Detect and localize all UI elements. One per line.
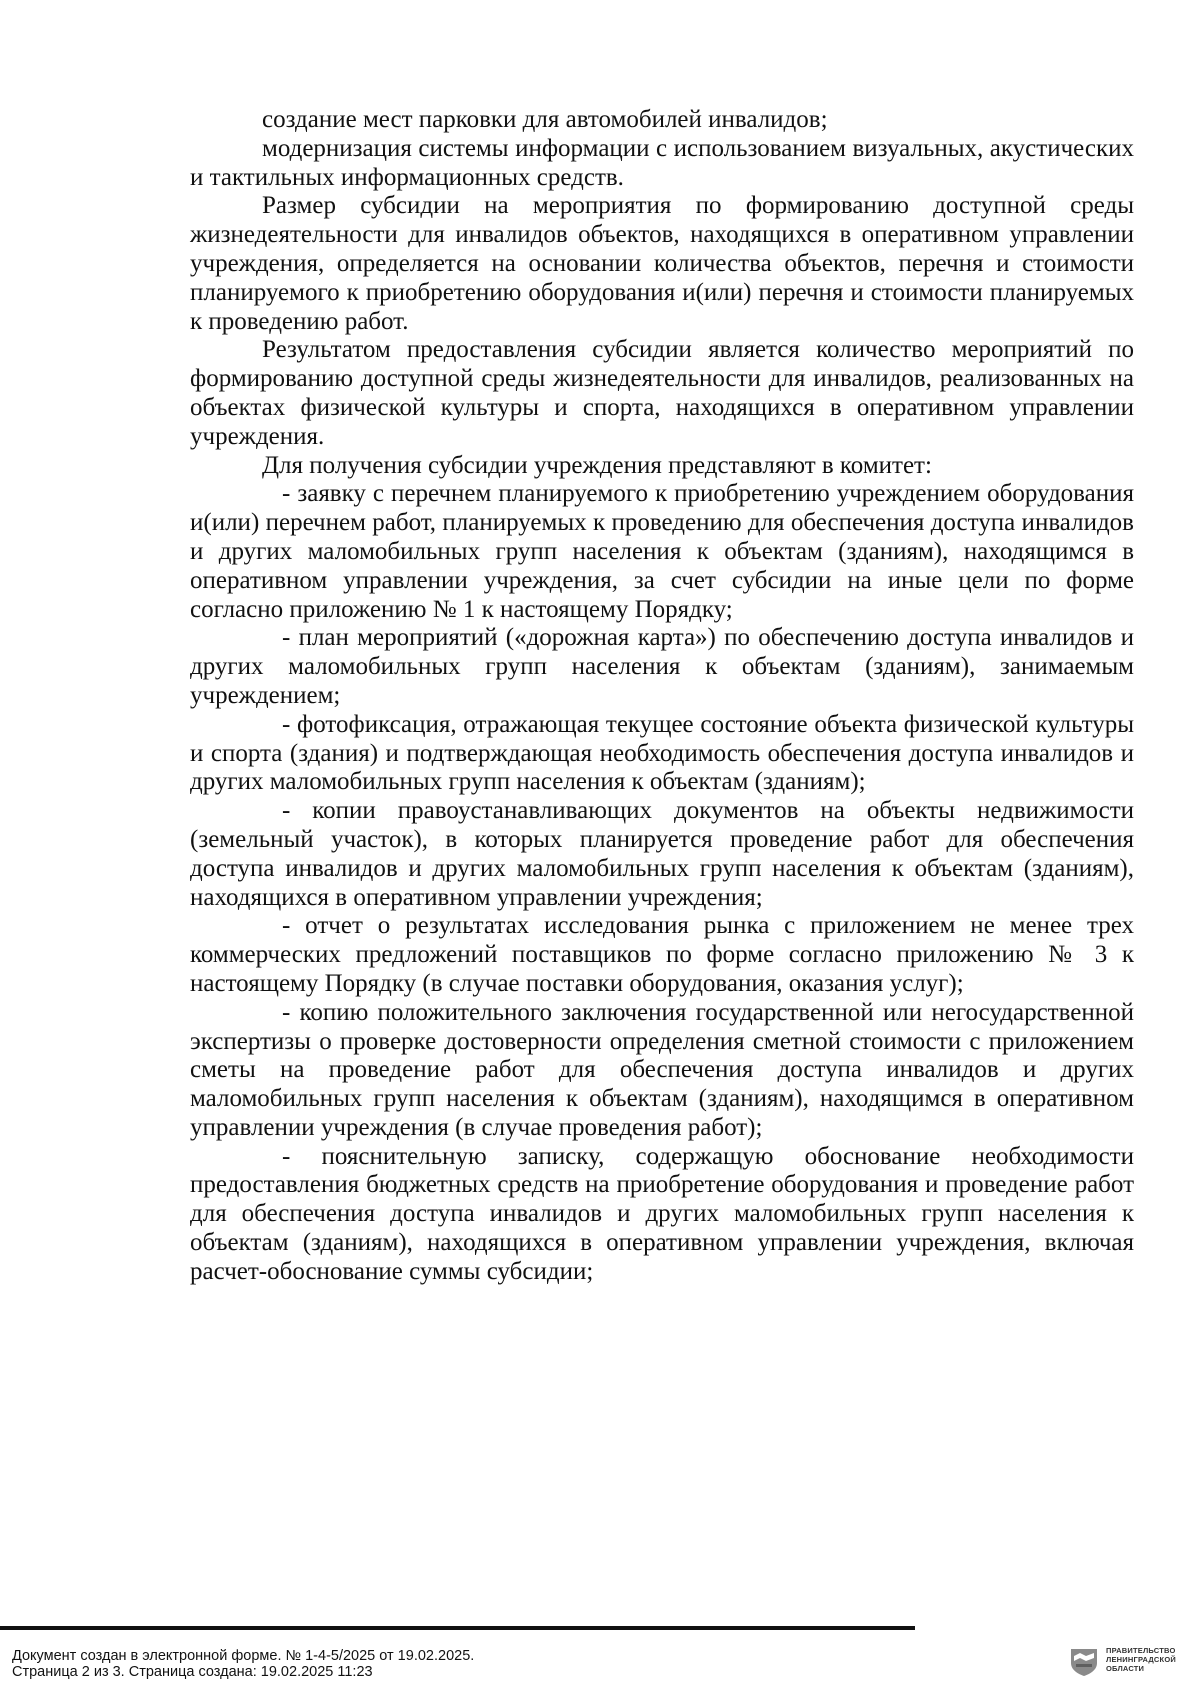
list-item-application: - заявку с перечнем планируемого к приобретению учреждением оборудования и(или) перечнем работ, планируемых к проведению для обеспечения доступа инвалидов и других маломобильных групп населения к объектам (зданиям), находящимся в оперативном управлении учреждения, за счет субсидии на иные цели по форме согласно приложению № 1 к настоящему Порядку; xyxy=(190,480,1134,623)
footer-line-document: Документ создан в электронной форме. № 1-4-5/2025 от 19.02.2025. xyxy=(12,1648,475,1664)
logo-line-2: ЛЕНИНГРАДСКОЙ xyxy=(1106,1655,1176,1664)
coat-of-arms-icon xyxy=(1068,1646,1100,1678)
footer-divider xyxy=(0,1626,915,1630)
footer-stamp xyxy=(12,1648,474,1680)
paragraph-documents-intro: Для получения субсидии учреждения представляют в комитет: xyxy=(262,451,932,479)
list-item-photo: - фотофиксация, отражающая текущее состояние объекта физической культуры и спорта (здания) и подтверждающая необходимость обеспечения доступа инвалидов и других маломобильных групп населения к объектам (зданиям); xyxy=(190,710,1134,796)
paragraph-subsidy-size: Размер субсидии на мероприятия по формированию доступной среды жизнедеятельности для инвалидов объектов, находящихся в оперативном управлении учреждения, определяется на основании количества объектов, перечня и стоимости планируемого к приобретению оборудования и(или) перечня и стоимости планируемых к проведению работ. xyxy=(190,192,1134,335)
list-item-market-report: - отчет о результатах исследования рынка с приложением не менее трех коммерческих предложений поставщиков по форме согласно приложению № 3 к настоящему Порядку (в случае поставки оборудования, оказания услуг); xyxy=(190,912,1134,997)
document-body xyxy=(190,106,1134,1287)
logo-line-3: ОБЛАСТИ xyxy=(1106,1664,1145,1673)
paragraph-information-system: модернизация системы информации с использованием визуальных, акустических и тактильных информационных средств. xyxy=(190,134,1134,191)
government-logo xyxy=(1068,1646,1192,1680)
paragraph-subsidy-result: Результатом предоставления субсидии является количество мероприятий по формированию доступной среды жизнедеятельности для инвалидов, реализованных на объектах физической культуры и спорта, находящихся в оперативном управлении учреждения. xyxy=(190,336,1134,450)
list-item-roadmap: - план мероприятий («дорожная карта») по обеспечению доступа инвалидов и других маломобильных групп населения к объектам (зданиям), занимаемым учреждением; xyxy=(190,624,1134,709)
list-item-expertise: - копию положительного заключения государственной или негосударственной экспертизы о проверке достоверности определения сметной стоимости с приложением сметы на проведение работ для обеспечения доступа инвалидов и других маломобильных групп населения к объектам (зданиям), находящимся в оперативном управлении учреждения (в случае проведения работ); xyxy=(190,998,1134,1141)
footer-line-page: Страница 2 из 3. Страница создана: 19.02.2025 11:23 xyxy=(12,1664,373,1680)
list-item-explanatory-note: - пояснительную записку, содержащую обоснование необходимости предоставления бюджетных средств на приобретение оборудования и проведение работ для обеспечения доступа инвалидов и других маломобильных групп населения к объектам (зданиям), находящихся в оперативном управлении учреждения, включая расчет-обоснование суммы субсидии; xyxy=(190,1142,1134,1285)
paragraph-parking: создание мест парковки для автомобилей инвалидов; xyxy=(262,106,828,133)
logo-line-1: ПРАВИТЕЛЬСТВО xyxy=(1106,1646,1176,1655)
list-item-title-documents: - копии правоустанавливающих документов на объекты недвижимости (земельный участок), в которых планируется проведение работ для обеспечения доступа инвалидов и других маломобильных групп населения к объектам (зданиям), находящихся в оперативном управлении учреждения; xyxy=(190,797,1134,911)
logo-caption xyxy=(1106,1646,1176,1673)
